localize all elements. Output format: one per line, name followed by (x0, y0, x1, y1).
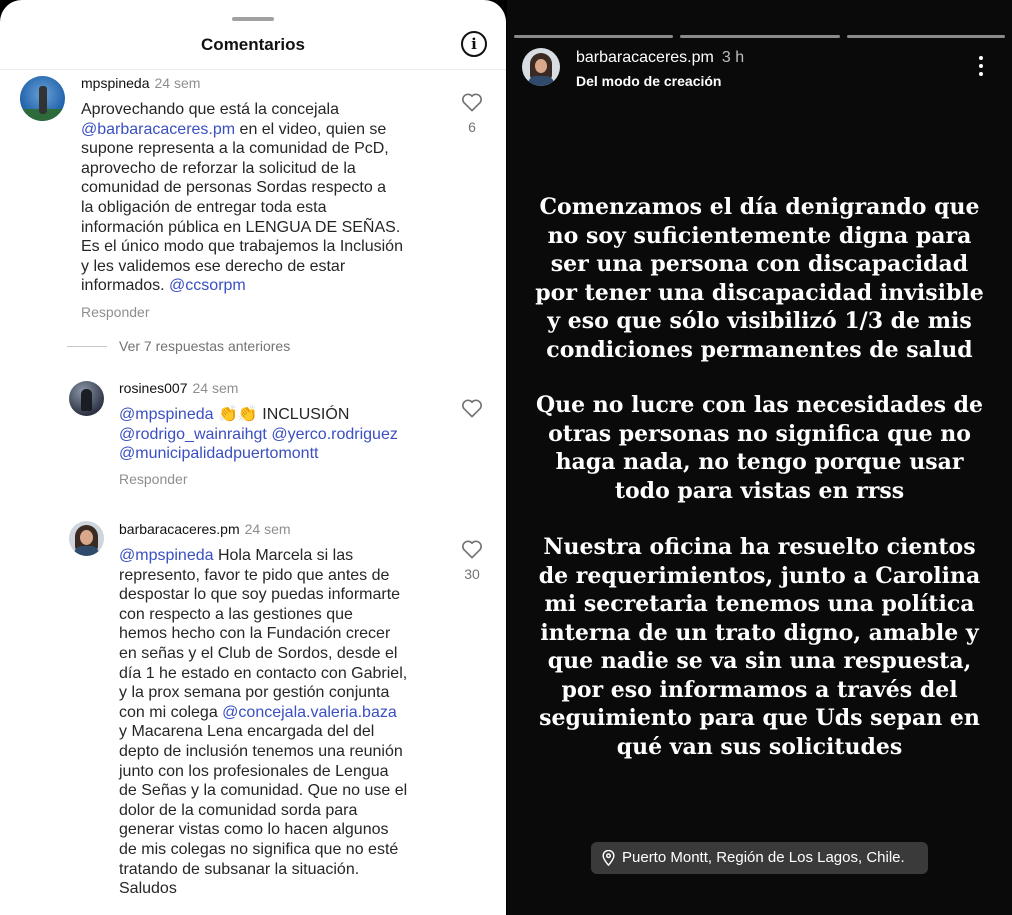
story-text-line: Comenzamos el día denigrando que (539, 194, 980, 220)
comment-time: 24 sem (154, 75, 201, 91)
comment-text-segment: día 1 he estado en contacto con Gabriel, (119, 664, 408, 682)
comment-line (119, 781, 407, 801)
heart-icon[interactable] (461, 92, 483, 112)
comment-line (119, 801, 407, 821)
comment-line (81, 237, 403, 257)
story-progress-bars (514, 35, 1005, 38)
story-text-line: ser una persona con discapacidad (550, 251, 969, 277)
mention-link[interactable]: @municipalidadpuertomontt (119, 445, 319, 463)
comment-text-segment: Hola Marcela si las (213, 547, 354, 564)
story-text-line: por tener una discapacidad invisible (535, 279, 984, 306)
comment-line (119, 664, 407, 684)
comment-time: 24 sem (244, 521, 291, 537)
comment-text (119, 546, 407, 899)
comment-line (119, 605, 407, 625)
mention-link[interactable]: @rodrigo_wainraihgt (119, 425, 267, 443)
comment-text-segment: de mis colegas no significa que no esté (119, 840, 399, 858)
story-paragraph (522, 391, 997, 505)
story-text-line: y eso que sólo visibilizó 1/3 de mis (547, 308, 972, 334)
comment-line (81, 218, 403, 238)
header-divider (0, 69, 506, 70)
comment-line (119, 722, 407, 742)
comment-text-segment: en el video, quien se (235, 120, 387, 138)
comment-text-segment: Es el único modo que trabajemos la Inclusión (81, 238, 403, 256)
comment-line (119, 879, 407, 899)
comment-line (81, 120, 403, 140)
comment-text-segment: con respecto a las gestiones que (119, 605, 353, 623)
story-text-line: mi secretaria tenemos una política (544, 591, 975, 617)
avatar-barbaracaceres[interactable] (69, 521, 104, 556)
comment-line (81, 178, 403, 198)
comment-username[interactable] (81, 75, 200, 91)
comment-text-segment: Saludos (119, 880, 177, 898)
like-count: 6 (468, 119, 476, 135)
mention-link[interactable]: @barbaracaceres.pm (81, 120, 236, 138)
comment-username-text[interactable]: barbaracaceres.pm (119, 521, 240, 537)
comment-line (81, 257, 403, 277)
comment-text-segment: junto con los profesionales de Lengua (119, 762, 389, 780)
comment-text-segment: con mi colega (119, 703, 223, 721)
comment-line (119, 860, 407, 880)
progress-segment (847, 35, 1005, 38)
comment-line (81, 100, 403, 120)
view-replies-line (67, 346, 107, 347)
comment-username[interactable] (119, 380, 238, 396)
comment-username[interactable] (119, 521, 291, 537)
comment-line (81, 276, 403, 296)
story-avatar[interactable] (522, 48, 560, 86)
comment-text-segment: aprovecho de reforzar la solicitud de la (81, 159, 356, 177)
story-text-line: condiciones permanentes de salud (546, 336, 973, 363)
comment-username-text[interactable]: mpspineda (81, 75, 150, 91)
comment-line (119, 546, 407, 566)
comment-text-segment: y les validemos ese derecho de estar (81, 257, 346, 275)
comment-text-segment: la obligación de entregar toda esta (81, 198, 327, 216)
story-text-line: seguimiento para que Uds sepan en (539, 705, 980, 731)
story-text-line: que nadie se va sin una respuesta, (547, 648, 972, 674)
comment-text-segment: y la prox semana por gestión conjunta (119, 684, 390, 702)
comment-text-segment: información pública en LENGUA DE SEÑAS. (81, 218, 401, 236)
story-text-line: todo para vistas en rrss (614, 477, 905, 504)
comment-text-segment: despostar lo que soy puedas informarte (119, 586, 401, 604)
comment-text-segment: depto de inclusión tenemos una reunión (119, 742, 403, 760)
avatar-mpspineda[interactable] (20, 76, 65, 121)
heart-icon[interactable] (461, 398, 483, 418)
location-text: Puerto Montt, Región de Los Lagos, Chile. (622, 849, 905, 866)
comment-text (119, 405, 398, 464)
progress-segment (680, 35, 840, 38)
story-text-line: no soy suficientemente digna para (547, 222, 972, 249)
avatar-rosines007[interactable] (69, 381, 104, 416)
view-previous-replies-button[interactable]: Ver 7 respuestas anteriores (119, 338, 291, 354)
reply-button[interactable]: Responder (119, 471, 188, 487)
more-options-icon[interactable] (978, 56, 984, 78)
comment-text-segment: generar vistas como lo hacen algunos (119, 821, 389, 839)
story-text-line: haga nada, no tengo porque usar (555, 449, 964, 475)
story-text-line: otras personas no significa que no (548, 420, 971, 447)
story-username-row[interactable] (576, 49, 744, 67)
story-text-line: interna de un trato digno, amable y (540, 619, 979, 646)
comment-text-segment: hemos hecho con la Fundación crecer (119, 625, 391, 643)
story-paragraph (522, 533, 997, 761)
story-paragraph (522, 193, 997, 364)
comment-time: 24 sem (192, 380, 239, 396)
story-username[interactable]: barbaracaceres.pm (576, 49, 714, 66)
comment-text-segment: informados. (81, 277, 170, 295)
comment-line (119, 644, 407, 664)
comment-text-segment: represento, favor te pido que antes de (119, 566, 390, 584)
story-text-line: qué van sus solicitudes (616, 733, 903, 760)
progress-segment (514, 35, 673, 38)
story-time: 3 h (721, 49, 745, 66)
comment-text-segment: comunidad de personas Sordas respecto a (81, 179, 387, 197)
comment-text-segment: y Macarena Lena encargada del del (119, 723, 375, 741)
comment-line (81, 159, 403, 179)
mention-link[interactable]: @concejala.valeria.baza (222, 703, 397, 721)
comment-line (119, 444, 398, 464)
comment-username-text[interactable]: rosines007 (119, 380, 188, 396)
comment-text-segment: supone representa a la comunidad de PcD, (81, 140, 389, 158)
comment-text-segment: de Señas y la comunidad. Que no use el (119, 782, 408, 800)
story-text-line: Nuestra oficina ha resuelto cientos (543, 534, 976, 560)
mention-link[interactable]: @ccsorpm (169, 277, 246, 295)
comment-line (119, 840, 407, 860)
comment-line (119, 762, 407, 782)
comment-text-segment: en señas y el Club de Sordos, desde el (119, 644, 398, 662)
story-text-line: por eso informamos a través del (561, 676, 958, 703)
comment-text-segment: dolor de la comunidad sorda para (119, 801, 358, 819)
mention-link[interactable]: @mpspineda (119, 406, 214, 423)
comment-line (81, 198, 403, 218)
story-subtitle: Del modo de creación (576, 73, 722, 89)
story-text-line: Que no lucre con las necesidades de (535, 392, 984, 418)
comment-line (119, 820, 407, 840)
location-sticker[interactable] (591, 842, 928, 874)
story-text-line: de requerimientos, junto a Carolina (538, 562, 981, 589)
like-count: 30 (464, 566, 480, 582)
comment-text (81, 100, 403, 296)
comment-line (119, 703, 407, 723)
info-icon[interactable]: i (461, 31, 487, 57)
reply-button[interactable]: Responder (81, 304, 150, 320)
comment-line (119, 425, 398, 445)
comment-line (119, 683, 407, 703)
comment-text-segment: tratando de subsanar la situación. (119, 860, 360, 878)
comment-line (119, 742, 407, 762)
comment-line (119, 405, 398, 425)
sheet-drag-handle[interactable] (232, 17, 274, 21)
comment-line (119, 585, 407, 605)
story-view[interactable] (507, 0, 1012, 915)
comment-line (119, 566, 407, 586)
comment-line (81, 139, 403, 159)
comment-line (119, 624, 407, 644)
mention-link[interactable]: @yerco.rodriguez (271, 425, 398, 443)
mention-link[interactable]: @mpspineda (119, 547, 214, 564)
comments-title: Comentarios (201, 35, 305, 54)
comment-text-segment: 👏👏 INCLUSIÓN (213, 406, 350, 423)
comment-text-segment: Aprovechando que está la concejala (81, 101, 339, 118)
location-pin-icon (601, 850, 616, 866)
heart-icon[interactable] (461, 539, 483, 559)
